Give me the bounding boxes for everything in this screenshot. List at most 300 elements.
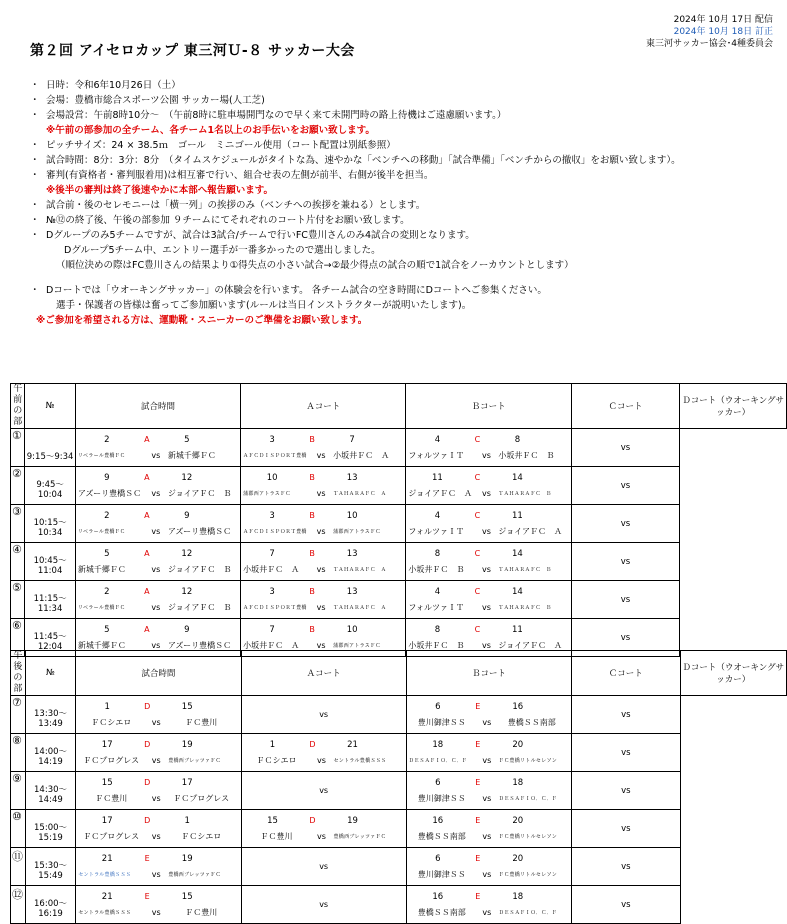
game-number: ⑨ <box>12 772 22 785</box>
team-name-1: 新城千郷ＦＣ <box>77 641 126 650</box>
vs-label: vs <box>481 641 491 650</box>
vs-label: vs <box>319 786 329 795</box>
team-name-2: ＦＣ豊橋リトルセレソン <box>498 834 558 840</box>
team-number-1: 16 <box>432 815 444 826</box>
team-name-1: 小坂井ＦＣ Ａ <box>243 641 300 650</box>
court-b-cell <box>241 848 406 886</box>
court-d-cell: vs <box>572 696 680 734</box>
team-name-2: 豊橋西ブレッツァＦＣ <box>168 872 221 878</box>
vs-label: vs <box>319 900 329 909</box>
game-time: 16:00～16:19 <box>34 898 68 919</box>
court-letter: D <box>144 778 151 787</box>
game-time: 15:00～15:19 <box>34 822 68 843</box>
team-number-2: 13 <box>346 548 358 559</box>
team-number-2: 9 <box>184 624 190 635</box>
vs-label: vs <box>317 832 326 841</box>
team-name-2: 蒲郡西アトラスＦＣ <box>333 643 381 649</box>
court-letter: C <box>474 625 481 634</box>
court-letter: D <box>309 740 316 749</box>
game-number-cell <box>11 810 26 848</box>
match-teams <box>244 753 404 769</box>
team-name-2: ＴＡＨＡＲＡＦＣ Ａ <box>333 491 387 497</box>
court-d-cell: vs <box>571 543 680 581</box>
info-cleanup: ・ №⑫の終了後、午後の部参加 ９チームにてそれぞれのコート片付をお願い致します。 <box>36 213 777 228</box>
game-number: ⑧ <box>12 734 22 747</box>
team-name-1: ＦＣ豊川 <box>260 832 293 841</box>
court-d-cell: vs <box>572 772 680 810</box>
game-number-cell <box>11 581 25 619</box>
team-name-2: ジョイアＦＣ Ａ <box>498 527 563 536</box>
team-number-1: 11 <box>432 472 443 483</box>
game-number-cell <box>11 505 25 543</box>
team-name-2: ＤＥＳＡＦＩＯ．Ｃ．Ｆ <box>498 910 558 916</box>
afternoon-label <box>11 651 26 696</box>
court-letter: C <box>474 549 481 558</box>
team-number-1: 5 <box>104 624 110 635</box>
game-number-cell <box>11 696 26 734</box>
court-letter: C <box>474 587 481 596</box>
court-c-cell <box>406 467 571 505</box>
table-row <box>11 696 787 734</box>
match-teams <box>409 867 569 883</box>
header-court-d: Ｄコート（ウオーキングサッカー） <box>680 384 787 429</box>
match-teams <box>78 753 238 769</box>
team-name-1: リベラール豊橋ＦＣ <box>77 529 126 535</box>
game-time-cell <box>25 886 75 924</box>
court-a-cell <box>75 543 240 581</box>
vs-label: vs <box>482 718 492 727</box>
team-number-2: 10 <box>346 624 358 635</box>
info-setup-note: ※午前の部参加の全チーム、各チーム1名以上のお手伝いをお願い致します。 <box>46 125 375 136</box>
match-numbers <box>408 432 568 448</box>
team-number-2: 14 <box>512 472 523 483</box>
team-number-1: 8 <box>434 624 441 635</box>
team-name-2: ＴＡＨＡＲＡＦＣ Ｂ <box>498 491 552 497</box>
team-name-1: ＦＣシエロ <box>256 756 297 765</box>
team-name-2: 豊橋西ブレッツァＦＣ <box>168 758 221 764</box>
team-name-2: ＦＣ豊川 <box>185 718 218 727</box>
team-name-1: フォルツァＩＴ <box>408 451 464 460</box>
court-c-cell <box>406 848 571 886</box>
team-number-1: 3 <box>269 586 275 597</box>
court-b-cell <box>241 772 406 810</box>
match-teams <box>78 448 238 464</box>
team-number-2: 19 <box>181 853 193 864</box>
team-number-2: 14 <box>512 586 523 597</box>
team-number-2: 14 <box>512 548 523 559</box>
court-letter: A <box>144 473 150 482</box>
match-numbers <box>78 737 238 753</box>
match-numbers <box>78 508 238 524</box>
court-d-cell: vs <box>571 429 680 467</box>
page-title: 第２回 アイセロカップ 東三河Ｕ‐８ サッカー大会 <box>30 43 355 59</box>
header-court-a: Ａコート <box>241 651 406 696</box>
game-time-cell <box>25 505 75 543</box>
match-teams <box>78 867 238 883</box>
match-teams <box>243 486 403 502</box>
game-number-cell <box>11 886 26 924</box>
vs-label: vs <box>151 603 161 612</box>
team-name-1: 新城千郷ＦＣ <box>77 565 126 574</box>
match-teams <box>244 829 404 845</box>
match-numbers <box>244 737 404 753</box>
match-teams <box>78 829 238 845</box>
match-teams <box>409 829 569 845</box>
match-teams <box>78 524 238 540</box>
team-name-2: セントラル豊橋ＳＳＳ <box>333 758 387 764</box>
vs-label: vs <box>481 451 491 460</box>
vs-label: vs <box>151 489 161 498</box>
court-letter: B <box>309 549 315 558</box>
team-name-1: 小坂井ＦＣ Ｂ <box>408 565 465 574</box>
court-a-cell <box>76 810 241 848</box>
court-a-cell <box>76 886 241 924</box>
info-groupd-2: Dグループ5チーム中、エントリー選手が一番多かったので選出しました。 <box>64 245 381 256</box>
team-name-2: 新城千郷ＦＣ <box>167 451 216 460</box>
team-number-2: 16 <box>512 701 524 712</box>
team-number-1: 2 <box>104 434 110 445</box>
game-time-cell <box>25 581 75 619</box>
match-numbers <box>409 699 569 715</box>
match-numbers <box>409 737 569 753</box>
court-letter: E <box>475 702 481 711</box>
court-b-cell <box>241 886 406 924</box>
court-a-cell <box>75 467 240 505</box>
team-name-1: 豊川御津ＳＳ <box>417 718 466 727</box>
court-letter: C <box>474 435 481 444</box>
team-name-1: ＦＣ豊川 <box>95 794 128 803</box>
court-b-cell <box>241 581 406 619</box>
match-numbers <box>78 813 238 829</box>
table-row <box>11 734 787 772</box>
team-name-1: ＦＣシエロ <box>91 718 132 727</box>
match-numbers <box>78 622 238 638</box>
header-time: 試合時間 <box>76 651 241 696</box>
team-number-1: 18 <box>432 739 444 750</box>
court-d-cell: vs <box>572 848 680 886</box>
game-number: ③ <box>12 505 22 518</box>
team-number-1: 15 <box>101 777 113 788</box>
match-numbers <box>78 546 238 562</box>
team-number-2: 12 <box>181 548 193 559</box>
court-d-cell: vs <box>572 734 680 772</box>
team-name-2: ＴＡＨＡＲＡＦＣ Ｂ <box>498 605 552 611</box>
team-number-2: 8 <box>514 434 521 445</box>
court-letter: E <box>475 778 481 787</box>
vs-label: vs <box>481 565 491 574</box>
vs-label: vs <box>151 870 161 879</box>
team-name-1: 小坂井ＦＣ Ａ <box>243 565 300 574</box>
info-walking-note: ※ご参加を希望される方は、運動靴・スニーカーのご準備をお願い致します。 <box>36 315 368 326</box>
match-numbers <box>243 546 403 562</box>
info-list <box>36 78 777 328</box>
match-numbers <box>408 470 568 486</box>
court-letter: A <box>144 549 150 558</box>
info-match-time: ・ 試合時間：8分：3分：8分 （タイムスケジュールがタイトな為、速やかな「ベンチへの移動」「試合準備」「ベンチからの撤収」をお願い致します）。 <box>36 153 777 168</box>
match-numbers <box>408 546 568 562</box>
match-numbers <box>243 508 403 524</box>
game-number-cell <box>11 467 25 505</box>
team-number-2: 12 <box>181 472 193 483</box>
team-number-1: 3 <box>269 434 275 445</box>
court-a-cell <box>75 505 240 543</box>
court-letter: D <box>309 816 316 825</box>
team-name-2: 蒲郡西アトラスＦＣ <box>333 529 381 535</box>
team-number-2: 12 <box>181 586 193 597</box>
team-name-2: 小坂井ＦＣ Ｂ <box>498 451 555 460</box>
game-time-cell <box>25 772 75 810</box>
table-row <box>11 505 787 543</box>
court-b-cell <box>241 696 406 734</box>
team-number-2: 20 <box>512 815 524 826</box>
team-name-1: ＤＥＳＡＦＩＯ．Ｃ．Ｆ <box>408 758 468 764</box>
header-no: № <box>25 651 75 696</box>
team-name-1: 豊川御津ＳＳ <box>417 870 466 879</box>
match-teams <box>409 791 569 807</box>
team-name-2: ＴＡＨＡＲＡＦＣ Ｂ <box>498 567 552 573</box>
team-name-2: ＦＣシエロ <box>181 832 222 841</box>
team-number-1: 2 <box>104 510 110 521</box>
court-a-cell <box>76 772 241 810</box>
team-name-2: アズーリ豊橋ＳＣ <box>167 527 232 536</box>
match-teams <box>409 753 569 769</box>
game-time: 14:30～14:49 <box>34 784 68 805</box>
header-info <box>646 14 773 50</box>
vs-label: vs <box>151 794 161 803</box>
organization: 東三河サッカー協会･4種委員会 <box>645 39 773 49</box>
team-number-2: 5 <box>184 434 190 445</box>
team-name-2: ＴＡＨＡＲＡＦＣ Ａ <box>333 605 387 611</box>
match-numbers <box>243 584 403 600</box>
court-letter: D <box>144 740 151 749</box>
match-numbers <box>78 851 238 867</box>
team-name-1: 蒲郡西アトラスＦＣ <box>243 491 291 497</box>
match-numbers <box>409 813 569 829</box>
table-row <box>11 581 787 619</box>
court-letter: D <box>144 816 151 825</box>
info-walking-1: ・ Dコートでは「ウオーキングサッカー」の体験会を行います。 各チーム試合の空き時間にDコートへご参集ください。 <box>36 283 777 298</box>
vs-label: vs <box>482 870 492 879</box>
court-letter: E <box>475 816 481 825</box>
vs-label: vs <box>317 756 326 765</box>
team-number-2: 11 <box>512 624 523 635</box>
court-letter: E <box>144 854 150 863</box>
table-row <box>11 429 787 467</box>
game-number: ⑤ <box>12 581 22 594</box>
team-number-1: 7 <box>269 548 275 559</box>
match-teams <box>408 600 568 616</box>
court-letter: E <box>475 740 481 749</box>
team-number-2: 13 <box>346 586 358 597</box>
court-b-cell <box>241 505 406 543</box>
team-name-1: セントラル豊橋ＳＳＳ <box>78 872 132 878</box>
team-number-2: 10 <box>346 510 358 521</box>
header-court-d: Ｄコート（ウオーキングサッカー） <box>680 651 787 696</box>
team-name-1: 豊橋ＳＳ南部 <box>417 908 466 917</box>
team-number-2: 18 <box>512 777 524 788</box>
info-walking-2: 選手・保護者の皆様は奮ってご参加願います(ルールは当日インストラクターが説明いたします)。 <box>56 300 472 311</box>
match-teams <box>408 486 568 502</box>
table-row <box>11 810 787 848</box>
match-teams <box>243 524 403 540</box>
match-teams <box>243 562 403 578</box>
header-time: 試合時間 <box>75 384 240 429</box>
team-number-2: 9 <box>184 510 190 521</box>
team-name-2: ジョイアＦＣ Ｂ <box>167 565 232 574</box>
team-number-1: 4 <box>434 434 441 445</box>
team-name-1: アズーリ豊橋ＳＣ <box>77 489 142 498</box>
vs-label: vs <box>482 756 492 765</box>
team-name-2: ＴＡＨＡＲＡＦＣ Ａ <box>333 567 387 573</box>
court-letter: E <box>144 892 150 901</box>
court-letter: A <box>144 511 150 520</box>
game-time-cell <box>25 696 75 734</box>
team-number-2: 19 <box>181 739 193 750</box>
vs-label: vs <box>319 862 329 871</box>
vs-label: vs <box>151 641 161 650</box>
morning-label <box>11 384 25 429</box>
vs-label: vs <box>481 603 491 612</box>
team-number-1: 17 <box>101 815 113 826</box>
court-letter: A <box>144 625 150 634</box>
team-name-1: 豊橋ＳＳ南部 <box>417 832 466 841</box>
game-number-cell <box>11 543 25 581</box>
court-letter: B <box>309 473 315 482</box>
team-number-1: 6 <box>435 853 441 864</box>
vs-label: vs <box>151 718 161 727</box>
header-court-b: Ｂコート <box>406 651 571 696</box>
info-groupd-1: ・ Dグループのみ5チームですが、試合は3試合/チームで行いFC豊川さんのみ4試合の変則となります。 <box>36 228 777 243</box>
team-number-1: 1 <box>269 739 276 750</box>
match-numbers <box>78 889 238 905</box>
game-time: 9:45～10:04 <box>36 479 64 500</box>
team-name-1: ＡＦＣＤＩＳＰＯＲＴ豊橋 <box>243 605 307 611</box>
game-time: 9:15～9:34 <box>26 451 74 462</box>
court-d-cell: vs <box>571 581 680 619</box>
team-number-2: 11 <box>512 510 523 521</box>
match-teams <box>243 448 403 464</box>
match-numbers <box>409 775 569 791</box>
team-name-1: フォルツァＩＴ <box>408 527 464 536</box>
info-referee: ・ 審判(有資格者・審判服着用)は相互審で行い、組合せ表の左側が前半、右側が後半を担当。 <box>36 168 777 183</box>
game-number: ⑫ <box>12 888 23 901</box>
section-label: 午後の部 <box>13 651 23 694</box>
court-c-cell <box>406 505 571 543</box>
vs-label: vs <box>482 794 492 803</box>
game-time: 10:45～11:04 <box>33 555 67 576</box>
match-teams <box>408 448 568 464</box>
game-time: 11:15～11:34 <box>33 593 67 614</box>
team-name-1: セントラル豊橋ＳＳＳ <box>78 910 132 916</box>
game-time-cell <box>25 467 75 505</box>
team-name-2: ＤＥＳＡＦＩＯ．Ｃ．Ｆ <box>498 796 558 802</box>
table-row <box>11 848 787 886</box>
header-no: № <box>25 384 75 429</box>
match-teams <box>78 486 238 502</box>
match-numbers <box>408 622 568 638</box>
match-teams <box>78 562 238 578</box>
team-name-2: ＦＣ豊川 <box>185 908 218 917</box>
court-c-cell <box>406 696 571 734</box>
team-name-2: ジョイアＦＣ Ｂ <box>167 603 232 612</box>
match-teams <box>408 524 568 540</box>
court-letter: D <box>144 702 151 711</box>
vs-label: vs <box>151 756 161 765</box>
match-numbers <box>78 584 238 600</box>
match-teams <box>409 715 569 731</box>
team-name-1: ＦＣプログレス <box>83 832 140 841</box>
match-numbers <box>243 432 403 448</box>
team-number-1: 7 <box>269 624 275 635</box>
court-letter: A <box>144 587 150 596</box>
info-groupd-3: （順位決めの際はFC豊川さんの結果より①得失点の小さい試合→②最少得点の試合の順で1試合をノーカウントとします） <box>56 260 574 271</box>
info-ceremony: ・ 試合前・後のセレモニーは「横一列」の挨拶のみ（ベンチへの挨拶を兼ねる）とします。 <box>36 198 777 213</box>
match-numbers <box>243 622 403 638</box>
afternoon-schedule-table <box>10 650 787 924</box>
court-d-cell: vs <box>572 810 680 848</box>
match-numbers <box>78 699 238 715</box>
match-teams <box>243 600 403 616</box>
team-number-1: 17 <box>101 739 113 750</box>
team-number-1: 1 <box>104 701 110 712</box>
game-number: ⑥ <box>12 619 22 632</box>
court-d-cell: vs <box>571 467 680 505</box>
header-court-a: Ａコート <box>241 384 406 429</box>
court-b-cell <box>241 429 406 467</box>
match-numbers <box>408 584 568 600</box>
vs-label: vs <box>319 710 329 719</box>
match-teams <box>408 562 568 578</box>
issue-date: 2024年 10月 17日 配信 <box>673 15 773 25</box>
match-teams <box>78 715 238 731</box>
vs-label: vs <box>316 451 326 460</box>
game-number-cell <box>11 429 25 467</box>
court-letter: B <box>309 511 315 520</box>
match-numbers <box>244 813 404 829</box>
team-number-1: 21 <box>101 891 113 902</box>
vs-label: vs <box>316 641 326 650</box>
court-c-cell <box>406 734 571 772</box>
team-number-1: 3 <box>269 510 275 521</box>
team-name-1: ＦＣプログレス <box>83 756 140 765</box>
team-number-2: 20 <box>512 853 524 864</box>
court-letter: B <box>309 587 315 596</box>
court-c-cell <box>406 772 571 810</box>
match-numbers <box>243 470 403 486</box>
match-teams <box>78 905 238 921</box>
vs-label: vs <box>316 527 326 536</box>
team-number-2: 15 <box>181 701 193 712</box>
team-number-1: 2 <box>104 586 110 597</box>
vs-label: vs <box>316 603 326 612</box>
team-number-2: 1 <box>184 815 190 826</box>
court-letter: C <box>474 511 481 520</box>
game-number-cell <box>11 848 26 886</box>
vs-label: vs <box>482 832 492 841</box>
court-letter: E <box>475 892 481 901</box>
match-teams <box>78 791 238 807</box>
header-court-c: Ｃコート <box>572 651 680 696</box>
match-numbers <box>409 889 569 905</box>
court-a-cell <box>76 696 241 734</box>
court-b-cell <box>241 467 406 505</box>
team-name-1: 豊川御津ＳＳ <box>417 794 466 803</box>
team-name-2: 小坂井ＦＣ Ａ <box>333 451 390 460</box>
table-row <box>11 886 787 924</box>
game-time: 11:45～12:04 <box>33 631 67 652</box>
game-number: ① <box>12 429 22 442</box>
team-number-2: 21 <box>347 739 358 750</box>
